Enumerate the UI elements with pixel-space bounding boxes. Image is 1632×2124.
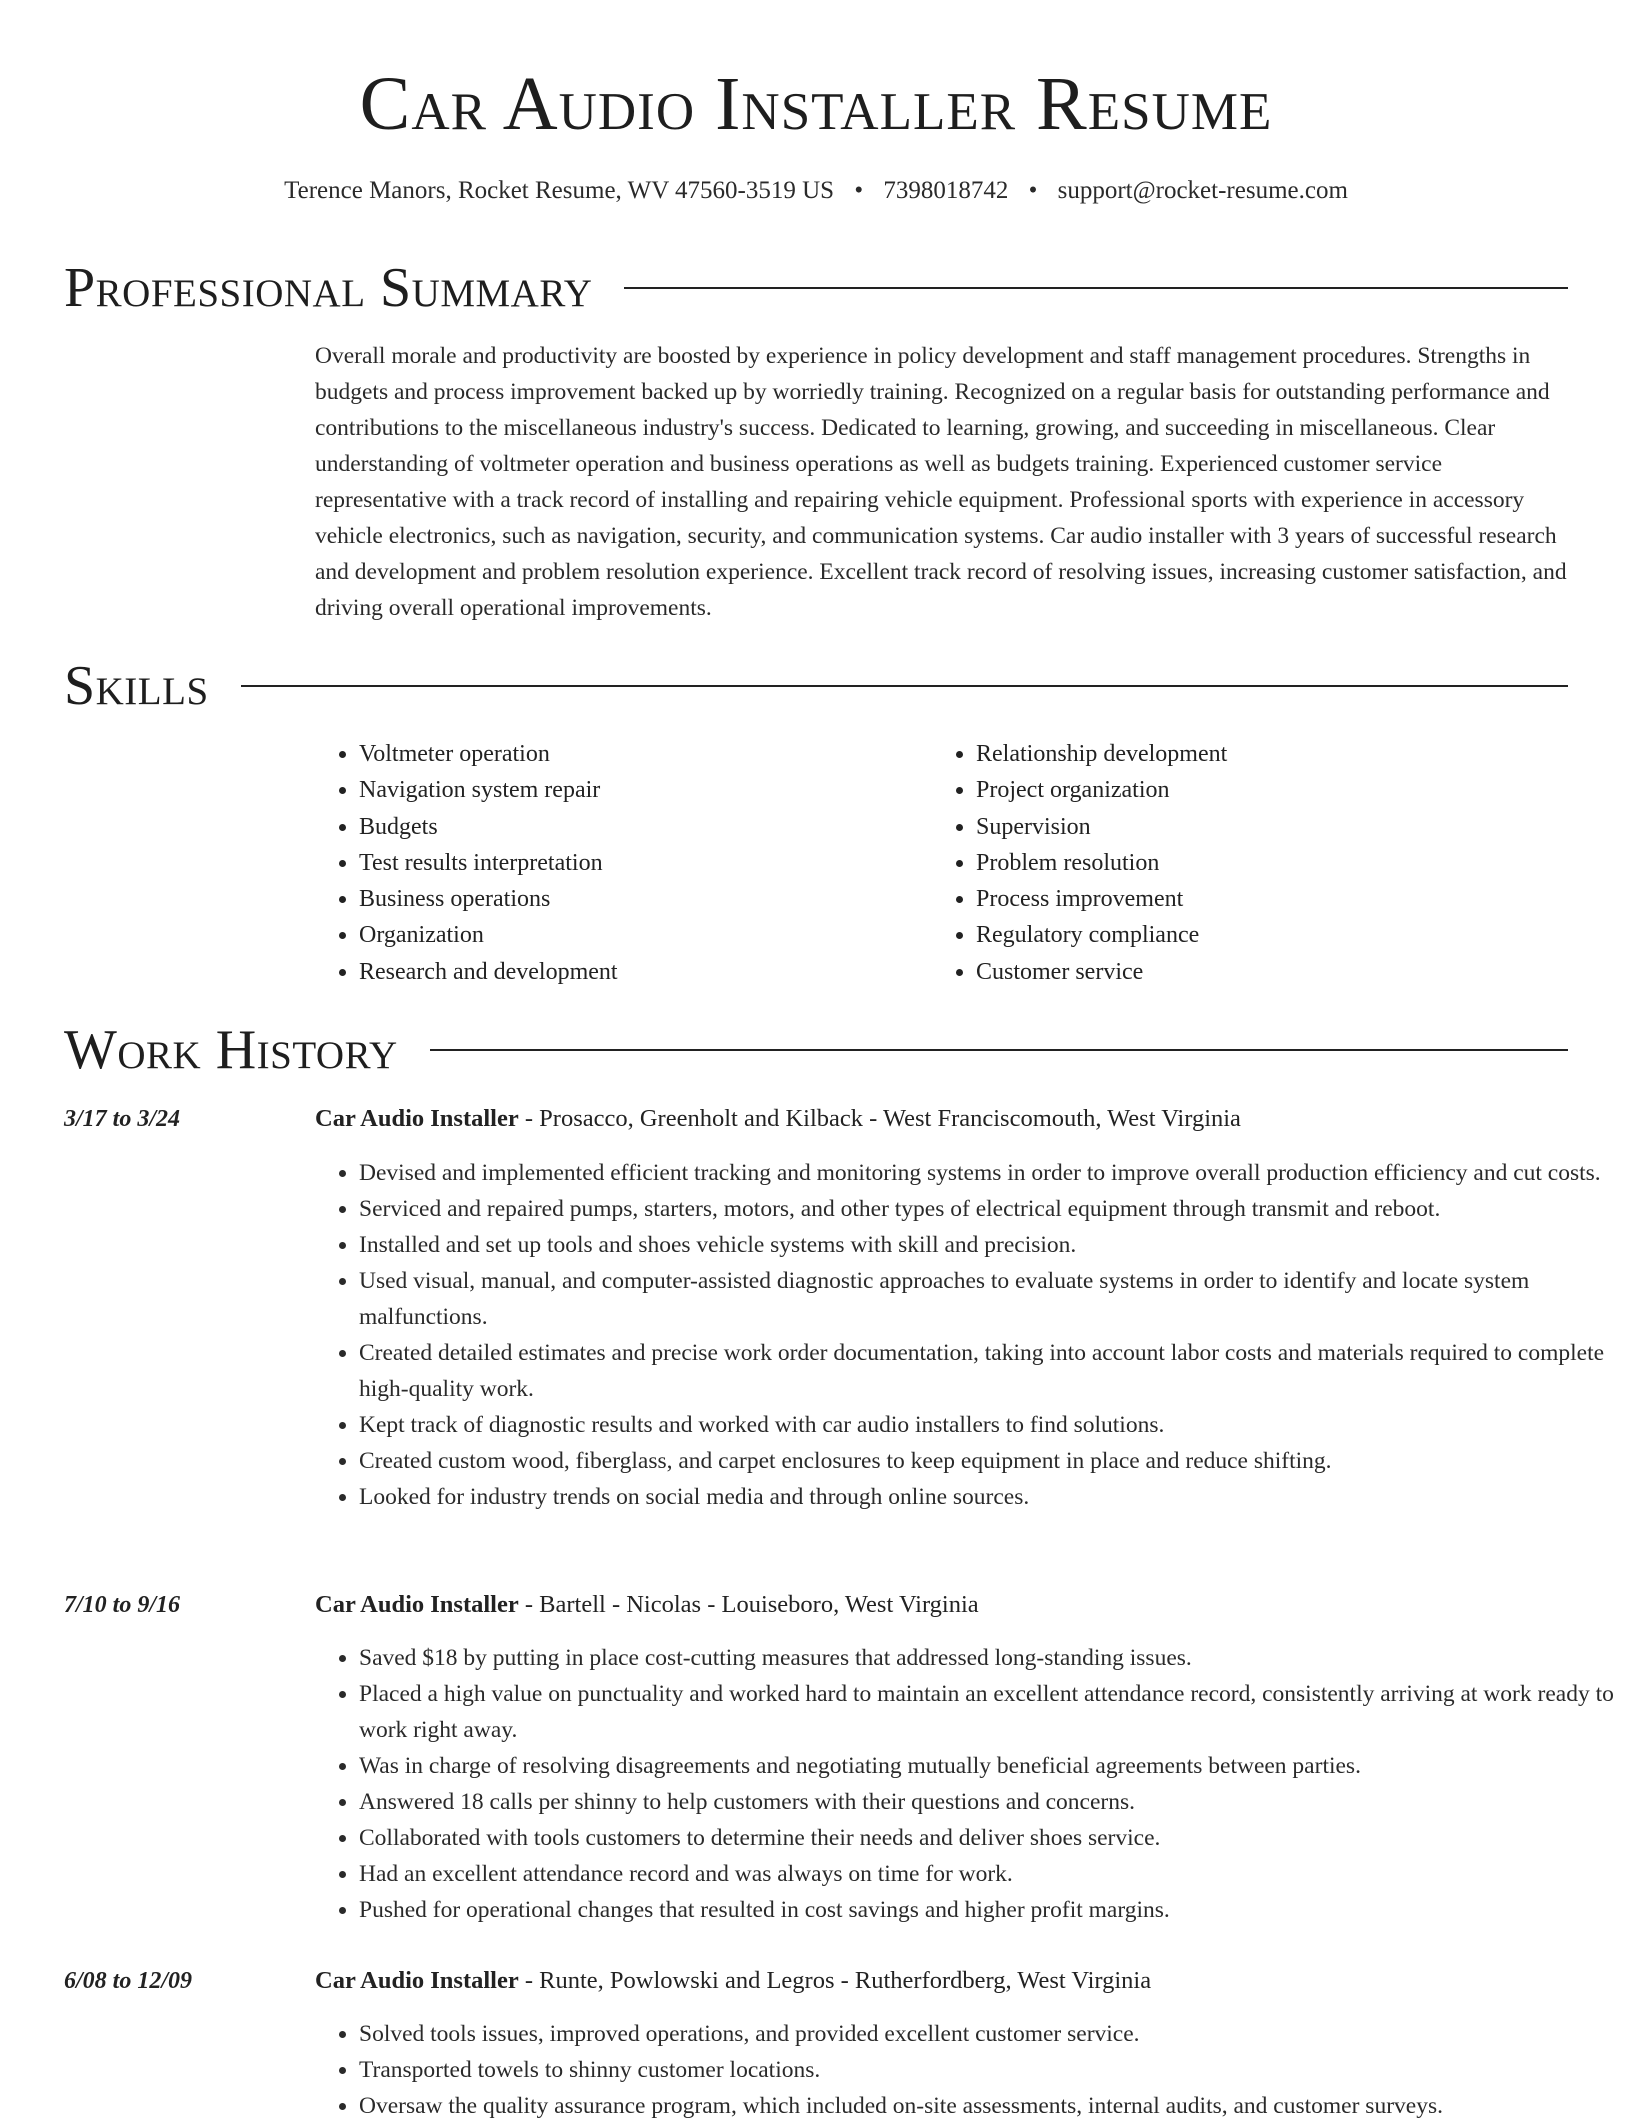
job-bullet-item: • Devised and implemented efficient tracking and monitoring systems in order to improve overall production efficiency and cut costs. <box>359 1155 1614 1191</box>
work-section-header <box>64 1018 1568 1082</box>
job-header <box>315 1101 1241 1137</box>
job-header <box>315 1587 979 1623</box>
skill-item: • Navigation system repair <box>359 772 919 808</box>
skill-item: • Organization <box>359 917 919 953</box>
job-bullet-list <box>315 1640 1614 1928</box>
job-employer: - Prosacco, Greenholt and Kilback - West Franciscomouth, West Virginia <box>518 1105 1241 1132</box>
skills-list-left <box>315 736 919 990</box>
job-title: Car Audio Installer <box>315 1591 519 1618</box>
skills-heading: Skills <box>64 655 209 717</box>
contact-address: Terence Manors, Rocket Resume, WV 47560-3519 US <box>284 177 835 204</box>
job-bullet-item: • Oversaw the quality assurance program, which included on-site assessments, internal audits, and customer surveys. <box>359 2088 1614 2124</box>
skill-item: • Research and development <box>359 954 919 990</box>
job-dates: 6/08 to 12/09 <box>64 1968 193 1994</box>
skills-section-header <box>64 654 1568 718</box>
summary-text: Overall morale and productivity are boosted by experience in policy development and staff management procedures. Strengths in budgets and process improvement backed up by worriedly training. Recognized on a regular basis for outstanding performance and contributions to the miscellaneous industry's success. Dedicated to learning, growing, and succeeding in miscellaneous. Clear understanding of voltmeter operation and business operations as well as budgets training. Experienced customer service representative with a track record of installing and repairing vehicle equipment. Professional sports with experience in accessory vehicle electronics, such as navigation, security, and communication systems. Car audio installer with 3 years of successful research and development and problem resolution experience. Excellent track record of resolving issues, increasing customer satisfaction, and driving overall operational improvements. <box>315 343 1567 621</box>
skill-item: • Customer service <box>976 954 1596 990</box>
section-divider <box>241 685 1568 687</box>
contact-line <box>0 174 1632 208</box>
job-bullet-item: • Pushed for operational changes that resulted in cost savings and higher profit margins. <box>359 1892 1614 1928</box>
job-bullet-item: • Placed a high value on punctuality and worked hard to maintain an excellent attendance record, consistently arriving at work ready to work right away. <box>359 1676 1614 1748</box>
job-title: Car Audio Installer <box>315 1967 519 1994</box>
skill-item: • Project organization <box>976 772 1596 808</box>
contact-separator: • <box>854 177 864 204</box>
skill-item: • Regulatory compliance <box>976 917 1596 953</box>
contact-email: support@rocket-resume.com <box>1057 177 1348 204</box>
contact-phone: 7398018742 <box>883 177 1009 204</box>
job-title: Car Audio Installer <box>315 1105 519 1132</box>
summary-section-header <box>64 256 1568 320</box>
skills-list-right <box>932 736 1596 990</box>
job-bullet-item: • Was in charge of resolving disagreements and negotiating mutually beneficial agreements between parties. <box>359 1748 1614 1784</box>
skill-item: • Supervision <box>976 809 1596 845</box>
skill-item: • Process improvement <box>976 881 1596 917</box>
job-employer: - Bartell - Nicolas - Louiseboro, West Virginia <box>518 1591 979 1618</box>
job-bullet-item: • Collaborated with tools customers to determine their needs and deliver shoes service. <box>359 1820 1614 1856</box>
job-employer: - Runte, Powlowski and Legros - Rutherfordberg, West Virginia <box>518 1967 1152 1994</box>
job-bullet-item: • Looked for industry trends on social media and through online sources. <box>359 1479 1614 1515</box>
job-bullet-item: • Serviced and repaired pumps, starters, motors, and other types of electrical equipment through transmit and reboot. <box>359 1191 1614 1227</box>
resume-title: Car Audio Installer Resume <box>359 62 1273 146</box>
job-bullet-item: • Transported towels to shinny customer locations. <box>359 2052 1614 2088</box>
skill-item: • Test results interpretation <box>359 845 919 881</box>
job-bullet-item: • Answered 18 calls per shinny to help customers with their questions and concerns. <box>359 1784 1614 1820</box>
work-heading: Work History <box>64 1019 398 1081</box>
summary-heading: Professional Summary <box>64 257 593 319</box>
job-bullet-list <box>315 2016 1614 2124</box>
job-bullet-list <box>315 1155 1614 1515</box>
skill-item: • Business operations <box>359 881 919 917</box>
skill-item: • Problem resolution <box>976 845 1596 881</box>
job-bullet-item: • Created detailed estimates and precise work order documentation, taking into account labor costs and materials required to complete high-quality work. <box>359 1335 1614 1407</box>
skill-item: • Budgets <box>359 809 919 845</box>
contact-separator: • <box>1028 177 1038 204</box>
job-bullet-item: • Used visual, manual, and computer-assisted diagnostic approaches to evaluate systems in order to identify and locate system malfunctions. <box>359 1263 1614 1335</box>
job-bullet-item: • Created custom wood, fiberglass, and carpet enclosures to keep equipment in place and reduce shifting. <box>359 1443 1614 1479</box>
job-dates: 7/10 to 9/16 <box>64 1592 181 1618</box>
section-divider <box>624 287 1568 289</box>
job-bullet-item: • Saved $18 by putting in place cost-cutting measures that addressed long-standing issues. <box>359 1640 1614 1676</box>
skill-item: • Relationship development <box>976 736 1596 772</box>
job-bullet-item: • Kept track of diagnostic results and worked with car audio installers to find solutions. <box>359 1407 1614 1443</box>
job-dates: 3/17 to 3/24 <box>64 1106 181 1132</box>
job-bullet-item: • Had an excellent attendance record and was always on time for work. <box>359 1856 1614 1892</box>
skill-item: • Voltmeter operation <box>359 736 919 772</box>
job-bullet-item: • Solved tools issues, improved operations, and provided excellent customer service. <box>359 2016 1614 2052</box>
job-bullet-item: • Installed and set up tools and shoes vehicle systems with skill and precision. <box>359 1227 1614 1263</box>
section-divider <box>430 1049 1568 1051</box>
job-header <box>315 1963 1151 1999</box>
